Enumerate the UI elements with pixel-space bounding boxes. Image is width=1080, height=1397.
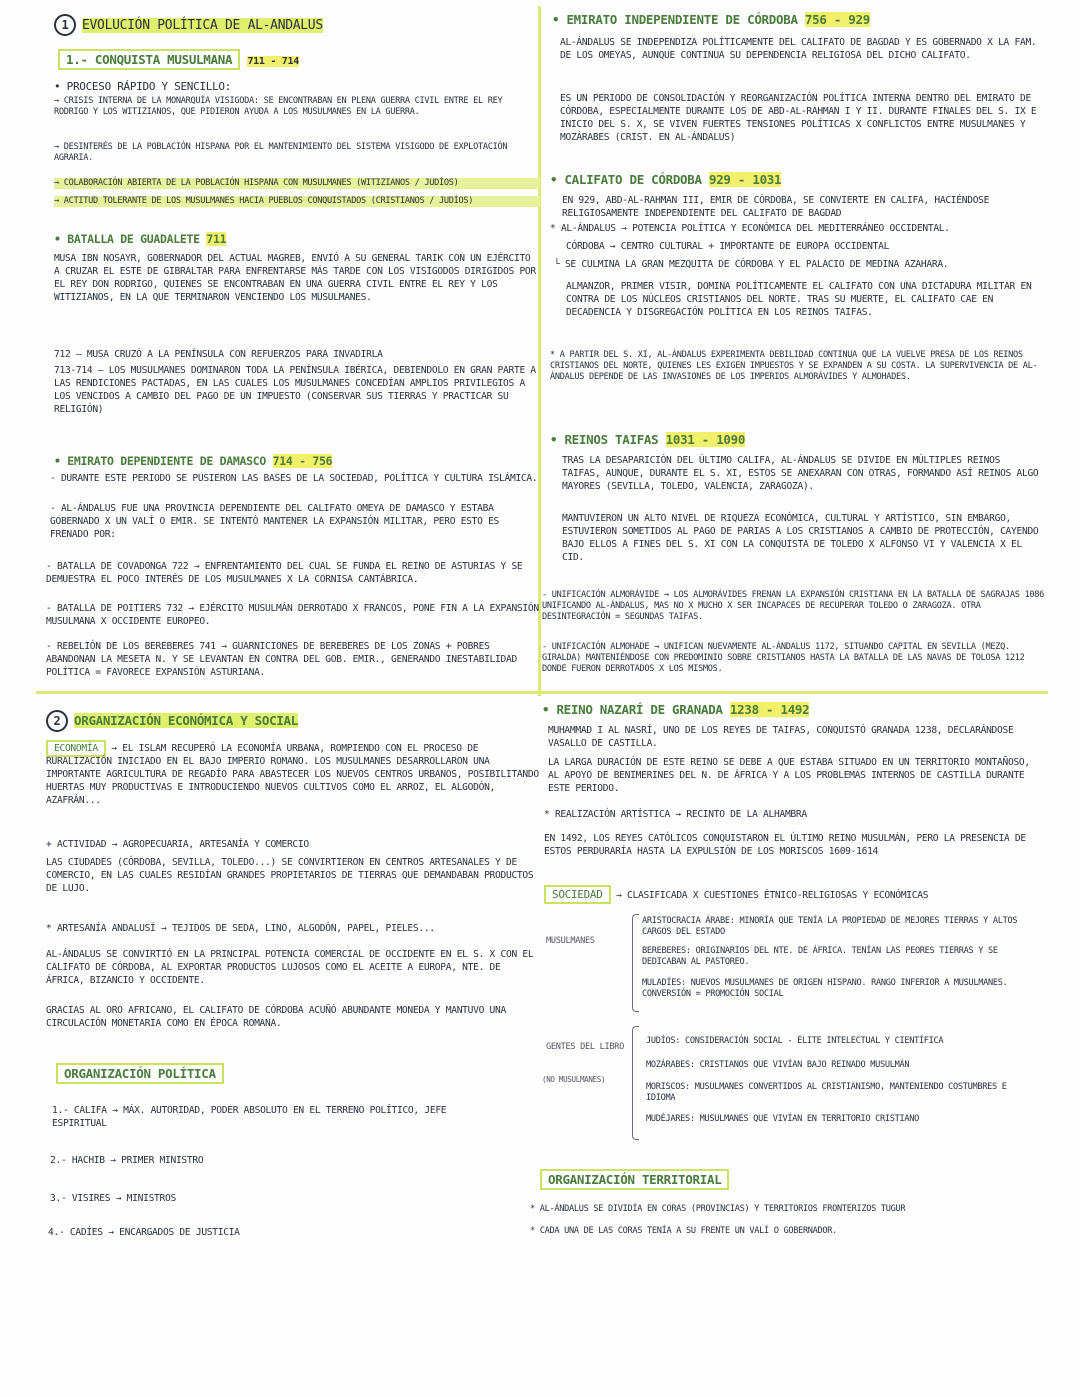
nazari-dates: 1238 - 1492: [729, 702, 810, 717]
nazari-text-1: MUHAMMAD I AL NASRÍ, UNO DE LOS REYES DE TAIFAS, CONQUISTÓ GRANADA 1238, DECLARÁNDOSE VASALLO DE CASTILLA.: [548, 725, 1014, 749]
nazari-text-4: EN 1492, LOS REYES CATÓLICOS CONQUISTARON EL ÚLTIMO REINO MUSULMÁN, PERO LA PRESENCIA DE ESTOS PERDURARÍA HASTA LA EXPULSIÓN DE LOS MORISCOS 1609-1614: [544, 833, 1026, 857]
emirato-dep-text-1: - DURANTE ESTE PERIODO SE PUSIERON LAS BASES DE LA SOCIEDAD, POLÍTICA Y CULTURA ISLÁMICA.: [50, 473, 538, 484]
rebelion-bereberes: - REBELIÓN DE LOS BEREBERES 741 → GUARNICIONES DE BEREBERES DE LOS ZONAS + POBRES ABANDONAN LA MESETA N. Y SE LEVANTAN EN CONTRA DEL GOB. EMIR., GENERANDO INESTABILIDAD POLÍTICA = FAVORECE EXPANSIÓN ASTURIANA.: [46, 641, 517, 678]
conquista-point-2: → DESINTERÉS DE LA POBLACIÓN HISPANA POR EL MANTENIMIENTO DEL SISTEMA VISIGODO DE EXPLOTACIÓN AGRARIA.: [54, 142, 508, 163]
organizacion-territorial-heading: [540, 1172, 729, 1187]
ciudades-text: LAS CIUDADES (CÓRDOBA, SEVILLA, TOLEDO...) SE CONVIRTIERON EN CENTROS ARTESANALES Y DE COMERCIO, EN LAS CUALES RESIDÍAN GRANDES PROPIETARIOS DE TIERRAS QUE DEMANDABAN PRODUCTOS DE LUJO.: [46, 857, 534, 894]
guadalete-heading: [54, 232, 226, 246]
moriscos: MORISCOS: MUSULMANES CONVERTIDOS AL CRISTIANISMO, MANTENIENDO COSTUMBRES E IDIOMA: [646, 1082, 1007, 1103]
economia-label: ECONOMÍA: [46, 740, 106, 757]
califa-item: 1.- CALIFA → MÁX. AUTORIDAD, PODER ABSOLUTO EN EL TERRENO POLÍTICO, JEFE ESPIRITUAL: [52, 1105, 447, 1129]
section-divider: [36, 691, 1048, 694]
main-title-text: EVOLUCIÓN POLÍTICA DE AL-ANDALUS: [82, 18, 323, 33]
califato-title: • CALIFATO DE CÓRDOBA: [550, 172, 702, 187]
conquista-title: 1.- CONQUISTA MUSULMANA: [58, 49, 240, 70]
musulmanes-label: MUSULMANES: [546, 936, 595, 946]
conquista-point-4: → ACTITUD TOLERANTE DE LOS MUSULMANES HACIA PUEBLOS CONQUISTADOS (CRISTIANOS / JUDÍOS): [54, 196, 540, 207]
judios: JUDÍOS: CONSIDERACIÓN SOCIAL - ÉLITE INTELECTUAL Y CIENTÍFICA: [646, 1036, 944, 1046]
califato-text-2: * AL-ÁNDALUS → POTENCIA POLÍTICA Y ECONÓMICA DEL MEDITERRÁNEO OCCIDENTAL.: [550, 223, 950, 234]
emirato-independiente-heading: [552, 12, 870, 27]
hachib-item: 2.- HACHIB → PRIMER MINISTRO: [50, 1155, 204, 1166]
conquista-heading: [58, 52, 299, 67]
potencia-text: AL-ÁNDALUS SE CONVIRTIÓ EN LA PRINCIPAL POTENCIA COMERCIAL DE OCCIDENTE EN EL S. X CON EL CALIFATO DE CÓRDOBA, AL EXPORTAR PRODUCTOS LUJOSOS COMO EL ACEITE A EUROPA, NTE. DE ÁFRICA, BIZANCIO Y OCCIDENTE.: [46, 949, 534, 986]
economia-text: → EL ISLAM RECUPERÓ LA ECONOMÍA URBANA, ROMPIENDO CON EL PROCESO DE RURALIZACIÓN INICIADO EN EL BAJO IMPERIO ROMANO. LOS MUSULMANES DESARROLLARON UNA IMPORTANTE AGRICULTURA DE REGADÍO PARA ABASTECER LOS NUEVOS CENTROS URBANOS, POSIBILITANDO HUERTAS MUY PRODUCTIVAS E INTRODUCIENDO NUEVOS CULTIVOS COMO EL ARROZ, EL ALGODÓN, AZAFRÁN...: [46, 743, 539, 806]
oro-text: GRACIAS AL ORO AFRICANO, EL CALIFATO DE CÓRDOBA ACUÑÓ ABUNDANTE MONEDA Y MANTUVO UNA CIRCULACIÓN MONETARIA COMO EN ÉPOCA ROMANA.: [46, 1005, 506, 1029]
sociedad-heading: [544, 888, 1044, 902]
aristocracia-arabe: ARISTOCRACIA ÁRABE: MINORÍA QUE TENÍA LA PROPIEDAD DE MEJORES TIERRAS Y ALTOS CARGOS DEL ESTADO: [642, 916, 1018, 937]
emirato-ind-text-2: ES UN PERIODO DE CONSOLIDACIÓN Y REORGANIZACIÓN POLÍTICA INTERNA DENTRO DEL EMIRATO DE CÓRDOBA, ESPECIALMENTE DURANTE LOS DE ABD-AL-RAHMAN I Y II. DURANTE FINALES DEL S. IX E INICIO DEL S. X, SE VIVEN FUERTES TENSIONES POLÍTICAS X CONFLICTOS ENTRE MUSULMANES Y MOZÁRABES (CRIST. EN AL-ÁNDALUS): [560, 93, 1037, 143]
taifas-text-2: MANTUVIERON UN ALTO NIVEL DE RIQUEZA ECONÓMICA, CULTURAL Y ARTÍSTICO, SIN EMBARGO, ESTUVIERON SOMETIDOS AL PAGO DE PARIAS A LOS CRISTIANOS A CAMBIO DE PROTECCIÓN, CAYENDO BAJO ELLOS A FINES DEL S. XI CON LA CONQUISTA DE TOLEDO X ALFONSO VI Y VALENCIA X EL CID.: [562, 513, 1039, 563]
organizacion-politica-heading: [56, 1066, 224, 1081]
guadalete-713: 713-714 — LOS MUSULMANES DOMINARON TODA LA PENÍNSULA IBÉRICA, DEBIENDOLO EN GRAN PARTE A LAS RENDICIONES PACTADAS, EN LAS CUALES LOS MUSULMANES CONCEDÍAN AMPLIOS PRIVILEGIOS A LOS VENCIDOS A CAMBIO DEL PAGO DE UN IMPUESTO (CONSERVAR SUS TIERRAS Y PRACTICAR SU RELIGIÓN): [54, 365, 536, 415]
mozarabes: MOZÁRABES: CRISTIANOS QUE VIVÍAN BAJO REINADO MUSULMÁN: [646, 1060, 910, 1070]
califato-text-1: EN 929, ABD-AL-RAHMAN III, EMIR DE CÓRDOBA, SE CONVIERTE EN CALIFA, HACIÉNDOSE RELIGIOSAMENTE INDEPENDIENTE DEL CALIFATO DE BAGDAD: [562, 195, 990, 219]
gentes-bracket: [632, 1026, 639, 1140]
conquista-point-3: → COLABORACIÓN ABIERTA DE LA POBLACIÓN HISPANA CON MUSULMANES (WITIZIANOS / JUDÍOS): [54, 178, 540, 189]
guadalete-year: 711: [206, 232, 227, 246]
emirato-dependiente-dates: 714 - 756: [272, 454, 333, 468]
sociedad-label: SOCIEDAD: [544, 885, 611, 904]
gentes-del-libro-sub: (NO MUSULMANES): [542, 1075, 606, 1084]
muladies: MULADÍES: NUEVOS MUSULMANES DE ORIGEN HISPANO. RANGO INFERIOR A MUSULMANES. CONVERSIÓN = PROMOCIÓN SOCIAL: [642, 978, 1008, 999]
organizacion-title: ORGANIZACIÓN ECONÓMICA Y SOCIAL: [74, 713, 298, 728]
batalla-poitiers: - BATALLA DE POITIERS 732 → EJÉRCITO MUSULMÁN DERROTADO X FRANCOS, PONE FIN A LA EXPANSIÓN MUSULMANA X OCCIDENTE EUROPEO.: [46, 603, 539, 627]
guadalete-712: 712 — MUSA CRUZÓ A LA PENÍNSULA CON REFUERZOS PARA INVADIRLA: [54, 349, 383, 360]
territorial-text-2: * CADA UNA DE LAS CORAS TENÍA A SU FRENTE UN VALÍ O GOBERNADOR.: [530, 1226, 838, 1236]
visires-item: 3.- VISIRES → MINISTROS: [50, 1193, 176, 1204]
califato-text-4: └ SE CULMINA LA GRAN MEZQUITA DE CÓRDOBA Y EL PALACIO DE MEDINA AZAHARA.: [554, 259, 949, 270]
organizacion-heading: [46, 710, 298, 732]
batalla-covadonga: - BATALLA DE COVADONGA 722 → ENFRENTAMIENTO DEL CUAL SE FUNDA EL REINO DE ASTURIAS Y SE DEMUESTRA EL POCO INTERÉS DE LOS MUSULMANES X LA CORNISA CANTÁBRICA.: [46, 561, 523, 585]
emirato-independiente-dates: 756 - 929: [804, 12, 870, 27]
taifas-dates: 1031 - 1090: [665, 432, 746, 447]
taifas-title: • REINOS TAIFAS: [550, 432, 659, 447]
taifas-text-1: TRAS LA DESAPARICIÓN DEL ÚLTIMO CALIFA, AL-ÁNDALUS SE DIVIDE EN MÚLTIPLES REINOS TAIFAS, AUNQUE, DURANTE EL S. XI, ESTOS SE ANEXARAN CON OTRAS, FORMANDO ASÍ REINOS ALGO MAYORES (SEVILLA, TOLEDO, VALENCIA, ZARAGOZA).: [562, 455, 1039, 492]
conquista-dates: 711 - 714: [247, 56, 299, 67]
conquista-point-1: → CRISIS INTERNA DE LA MONARQUÍA VISIGODA: SE ENCONTRABAN EN PLENA GUERRA CIVIL ENTRE EL REY RODRIGO Y LOS WITIZIANOS, QUE PIDIERON AYUDA A LOS MUSULMANES EN LA GUERRA.: [54, 96, 503, 117]
guadalete-text: MUSA IBN NOSAYR, GOBERNADOR DEL ACTUAL MAGREB, ENVIÓ A SU GENERAL TARIK CON UN EJÉRCITO A CRUZAR EL ESTE DE GIBRALTAR PARA ENFRENTARSE MÁS TARDE CON LOS VISIGODOS DIRIGIDOS POR EL REY DON RODRIGO, QUIENES SE ENCONTRABAN EN UNA GUERRA CIVIL ENTRE EL REY Y LOS WITIZIANOS, EN LA QUE TERMINARON VENCIENDO LOS MUSULMANES.: [54, 253, 536, 303]
califato-text-3: CÓRDOBA → CENTRO CULTURAL + IMPORTANTE DE EUROPA OCCIDENTAL: [566, 241, 890, 252]
organizacion-politica-label: ORGANIZACIÓN POLÍTICA: [56, 1063, 224, 1084]
nazari-text-2: LA LARGA DURACIÓN DE ESTE REINO SE DEBE A QUE ESTABA SITUADO EN UN TERRITORIO MONTAÑOSO, AL APOYO DE BENIMERINES DEL N. DE ÁFRICA Y A LOS PROBLEMAS INTERNOS DE CASTILLA DURANTE ESTE PERIODO.: [548, 757, 1030, 794]
califato-text-6: * A PARTIR DEL S. XI, AL-ÁNDALUS EXPERIMENTA DEBILIDAD CONTINUA QUE LA VUELVE PRESA DE LOS REINOS CRISTIANOS DEL NORTE, QUIENES LES EXIGEN IMPUESTOS Y SE EXPANDEN A SU COSTA. LA SUPERVIVENCIA DE AL-ÁNDALUS DEPENDE DE LAS INVASIONES DE LOS IMPERIOS ALMORÁVIDES Y ALMOHADES.: [550, 350, 1038, 382]
proceso-heading: • PROCESO RÁPIDO Y SENCILLO:: [54, 80, 232, 93]
cadies-item: 4.- CADÍES → ENCARGADOS DE JUSTICIA: [48, 1227, 240, 1238]
section-number-2: 2: [46, 710, 68, 732]
emirato-dep-text-2: - AL-ÁNDALUS FUE UNA PROVINCIA DEPENDIENTE DEL CALIFATO OMEYA DE DAMASCO Y ESTABA GOBERNADO X UN VALÍ O EMIR. SE INTENTÓ MANTENER LA EXPANSIÓN MILITAR, PERO ESTO ES FRENADO POR:: [50, 503, 500, 540]
organizacion-territorial-label: ORGANIZACIÓN TERRITORIAL: [540, 1169, 729, 1190]
nazari-text-3: * REALIZACIÓN ARTÍSTICA → RECINTO DE LA ALHAMBRA: [544, 809, 807, 820]
mudejares: MUDÉJARES: MUSULMANES QUE VIVÍAN EN TERRITORIO CRISTIANO: [646, 1114, 919, 1124]
bereberes: BEREBERES: ORIGINARIOS DEL NTE. DE ÁFRICA. TENÍAN LAS PEORES TIERRAS Y SE DEDICABAN AL PASTOREO.: [642, 946, 998, 967]
taifas-heading: [550, 432, 745, 447]
emirato-dependiente-title: • EMIRATO DEPENDIENTE DE DAMASCO: [54, 454, 266, 468]
emirato-dependiente-heading: [54, 454, 332, 468]
sociedad-text: → CLASIFICADA X CUESTIONES ÉTNICO-RELIGIOSAS Y ECONÓMICAS: [616, 890, 929, 901]
nazari-heading: [542, 702, 809, 717]
califato-text-5: ALMANZOR, PRIMER VISIR, DOMINA POLÍTICAMENTE EL CALIFATO CON UNA DICTADURA MILITAR EN CONTRA DE LOS NÚCLEOS CRISTIANOS DEL NORTE. TRAS SU MUERTE, EL CALIFATO CAE EN DECADENCIA Y DISGREGACIÓN POLÍTICA EN LOS REINOS TAIFAS.: [566, 281, 1032, 318]
territorial-text-1: * AL-ÁNDALUS SE DIVIDÍA EN CORAS (PROVINCIAS) Y TERRITORIOS FRONTERIZOS TUGUR: [530, 1204, 906, 1214]
main-title: [54, 14, 323, 36]
section-number-1: 1: [54, 14, 76, 36]
actividad-line: + ACTIVIDAD → AGROPECUARIA, ARTESANÍA Y COMERCIO: [46, 839, 309, 850]
nazari-title: • REINO NAZARÍ DE GRANADA: [542, 702, 723, 717]
artesania-line: * ARTESANÍA ANDALUSÍ → TEJIDOS DE SEDA, LINO, ALGODÓN, PAPEL, PIELES...: [46, 923, 435, 934]
emirato-ind-text-1: AL-ÁNDALUS SE INDEPENDIZA POLÍTICAMENTE DEL CALIFATO DE BAGDAD Y ES GOBERNADO X LA FAM. DE LOS OMEYAS, AUNQUE CONTINUA SU DEPENDENCIA RELIGIOSA DEL DICHO CALIFATO.: [560, 37, 1037, 61]
califato-heading: [550, 172, 781, 187]
unificacion-almoravide: - UNIFICACIÓN ALMORÁVIDE → LOS ALMORÁVIDES FRENAN LA EXPANSIÓN CRISTIANA EN LA BATALLA DE SAGRAJAS 1086 UNIFICANDO AL-ÁNDALUS, MAS NO X MUCHO X SER INCAPACES DE RECUPERAR TOLEDO O ZARAGOZA. OTRA DESINTEGRACIÓN = SEGUNDAS TAIFAS.: [542, 590, 1045, 622]
emirato-independiente-title: • EMIRATO INDEPENDIENTE DE CÓRDOBA: [552, 12, 798, 27]
musulmanes-bracket: [632, 914, 639, 1012]
unificacion-almohade: - UNIFICACIÓN ALMOHADE → UNIFICAN NUEVAMENTE AL-ÁNDALUS 1172, SITUANDO CAPITAL EN SEVILLA (MEZQ. GIRALDA) MANTENIÉNDOSE CON PREDOMINIO SOBRE CRISTIANOS HASTA LA BATALLA DE LAS NAVAS DE TOLOSA 1212 DONDE FUERON DERROTADOS X LOS MISMOS.: [542, 642, 1025, 674]
economia-block: [46, 742, 540, 807]
gentes-del-libro-label: GENTES DEL LIBRO: [546, 1042, 624, 1052]
guadalete-title: • BATALLA DE GUADALETE: [54, 232, 200, 246]
califato-dates: 929 - 1031: [708, 172, 782, 187]
